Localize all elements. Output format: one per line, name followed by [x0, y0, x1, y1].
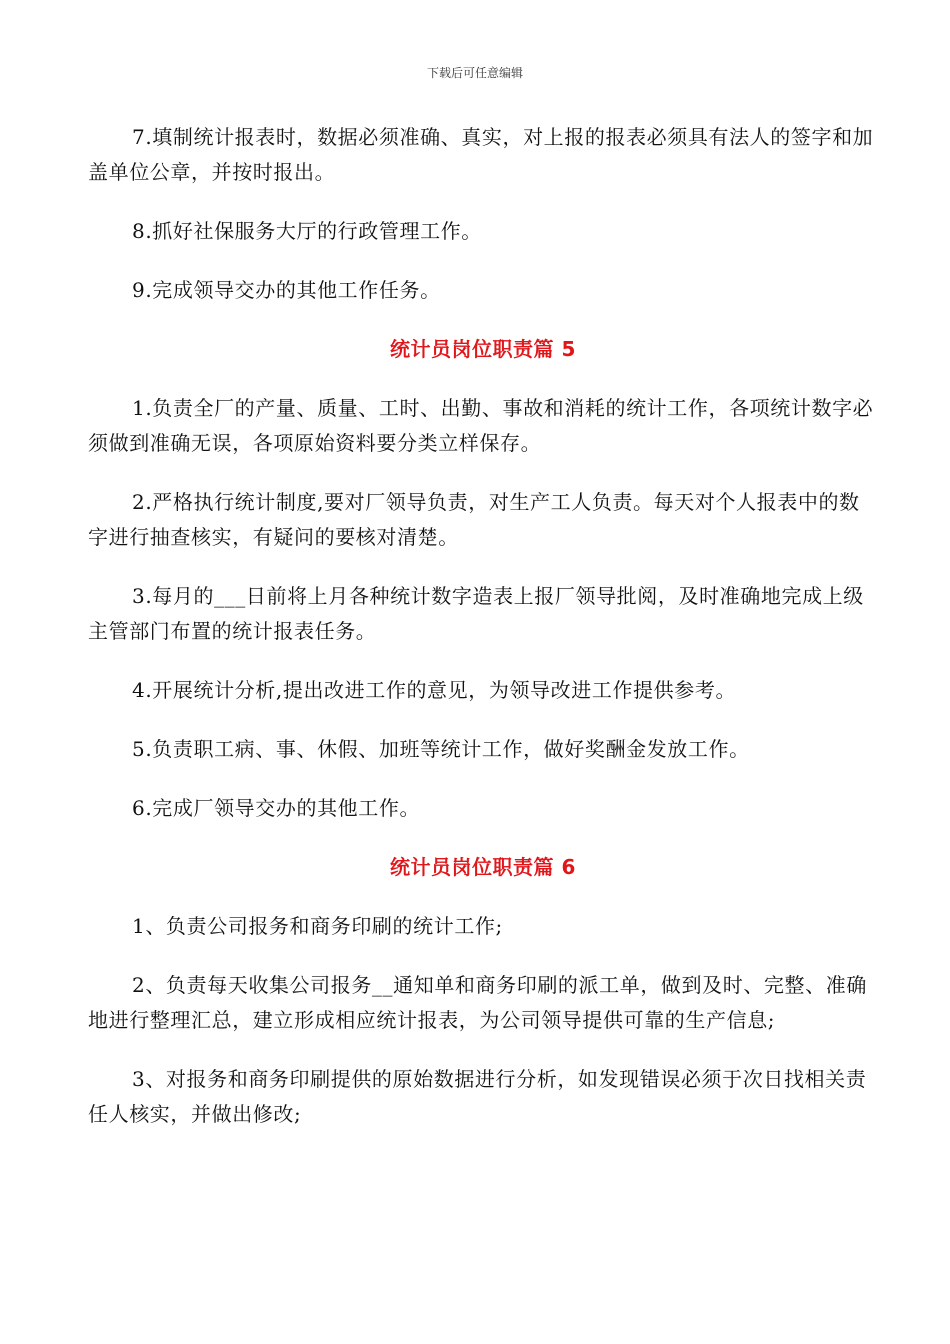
section-6-item-2: 2、负责每天收集公司报务__通知单和商务印刷的派工单，做到及时、完整、准确地进行整理汇总，建立形成相应统计报表，为公司领导提供可靠的生产信息;	[88, 973, 867, 1032]
paragraph-item-8: 8.抓好社保服务大厅的行政管理工作。	[132, 219, 482, 243]
section-5-item-1: 1.负责全厂的产量、质量、工时、出勤、事故和消耗的统计工作，各项统计数字必须做到准确无误，各项原始资料要分类立样保存。	[88, 396, 874, 455]
section-6-item-1: 1、负责公司报务和商务印刷的统计工作;	[132, 914, 503, 938]
document-body	[88, 120, 878, 1132]
paragraph-item-7: 7.填制统计报表时，数据必须准确、真实，对上报的报表必须具有法人的签字和加盖单位公章，并按时报出。	[88, 125, 874, 184]
section-5-item-4: 4.开展统计分析,提出改进工作的意见，为领导改进工作提供参考。	[132, 678, 737, 702]
section-5-item-5: 5.负责职工病、事、休假、加班等统计工作，做好奖酬金发放工作。	[132, 737, 750, 761]
section-6-item-3: 3、对报务和商务印刷提供的原始数据进行分析，如发现错误必须于次日找相关责任人核实，并做出修改;	[88, 1067, 867, 1126]
section-5-item-2: 2.严格执行统计制度,要对厂领导负责，对生产工人负责。每天对个人报表中的数字进行抽查核实，有疑问的要核对清楚。	[88, 490, 860, 549]
paragraph-item-9: 9.完成领导交办的其他工作任务。	[132, 278, 441, 302]
page-header-note: 下载后可任意编辑	[426, 66, 523, 80]
section-5-title: 统计员岗位职责篇 5	[390, 337, 576, 361]
section-5-item-3: 3.每月的___日前将上月各种统计数字造表上报厂领导批阅，及时准确地完成上级主管部门布置的统计报表任务。	[88, 584, 864, 643]
section-6-title: 统计员岗位职责篇 6	[390, 855, 576, 879]
section-5-item-6: 6.完成厂领导交办的其他工作。	[132, 796, 421, 820]
